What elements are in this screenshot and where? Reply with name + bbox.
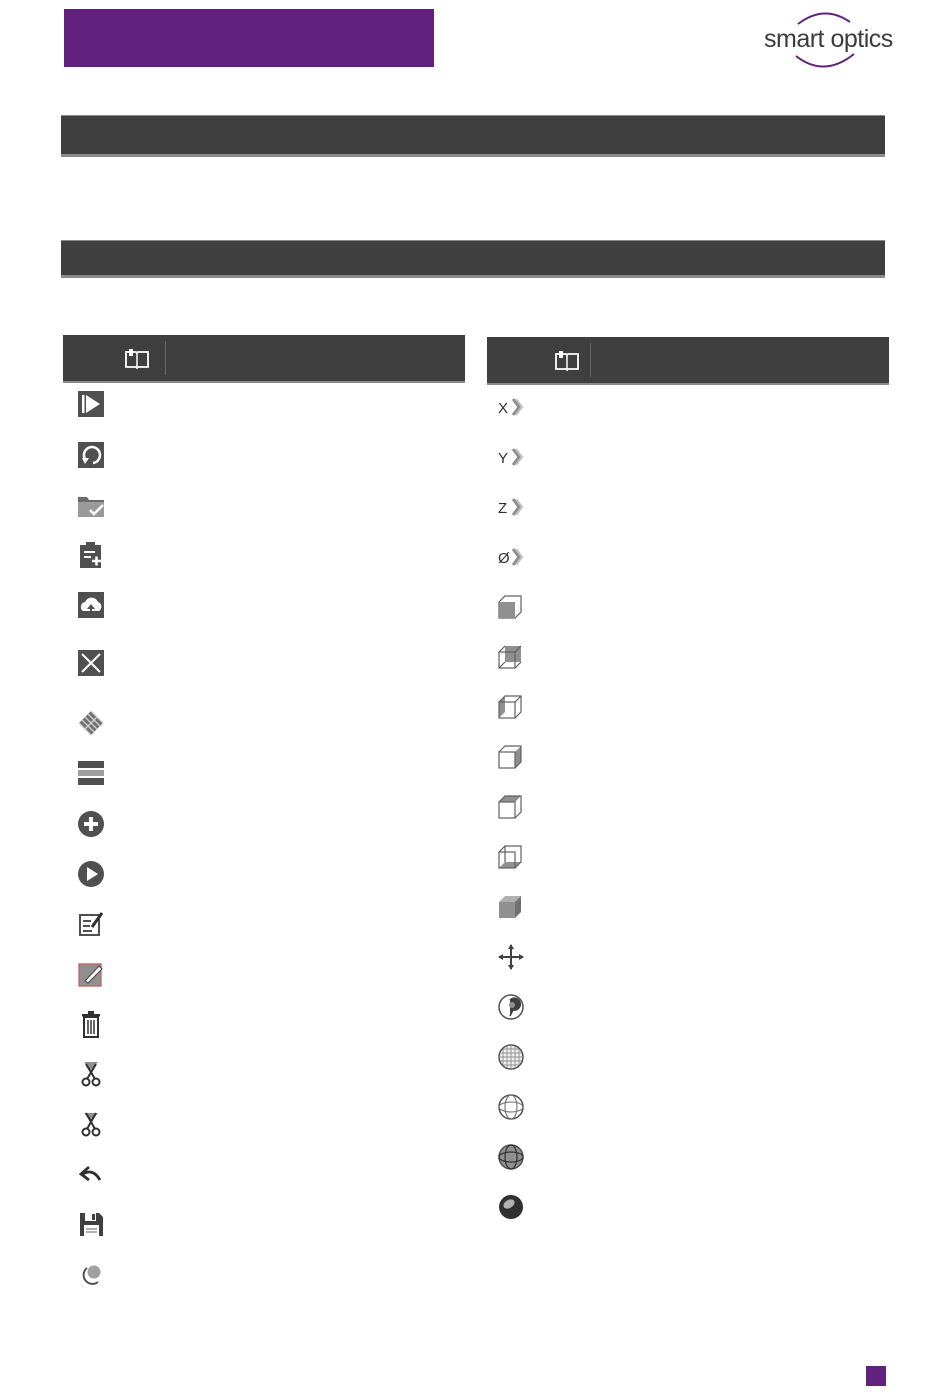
axis-label-z: Z [498, 500, 508, 517]
close-x-icon[interactable] [77, 649, 105, 677]
rotate-free-icon[interactable] [497, 543, 525, 571]
edit-pencil-icon[interactable] [77, 960, 105, 988]
right-icon-table [487, 337, 889, 567]
texture-icon[interactable] [497, 993, 525, 1021]
menu-bars-icon[interactable] [77, 759, 105, 787]
header-separator [165, 341, 166, 375]
play-circle-icon[interactable] [77, 860, 105, 888]
wire-sphere-icon[interactable] [497, 1093, 525, 1121]
trash-icon[interactable] [77, 1010, 105, 1038]
move-icon[interactable] [497, 943, 525, 971]
axis-label-y: Y [498, 450, 509, 467]
section-bar-top [61, 115, 885, 157]
book-icon [123, 348, 151, 370]
right-table-header [487, 337, 889, 385]
edit-note-icon[interactable] [77, 910, 105, 938]
book-icon [553, 350, 581, 372]
shaded-wire-sphere-icon[interactable] [497, 1143, 525, 1171]
clipboard-add-icon[interactable] [77, 541, 105, 569]
left-table-header [63, 335, 465, 383]
header-banner [64, 9, 434, 67]
page-marker [866, 1366, 886, 1386]
view-top-icon[interactable] [497, 793, 525, 821]
grid-sphere-icon[interactable] [497, 1043, 525, 1071]
solid-sphere-icon[interactable] [497, 1193, 525, 1221]
loading-icon[interactable] [77, 1260, 105, 1288]
rotate-x-icon[interactable] [497, 393, 525, 421]
section-bar-second [61, 240, 885, 278]
rotate-y-icon[interactable] [497, 443, 525, 471]
header-separator [590, 343, 591, 377]
view-front-icon[interactable] [497, 593, 525, 621]
view-solid-icon[interactable] [497, 893, 525, 921]
scissors-down-icon[interactable] [77, 1060, 105, 1088]
play-start-icon[interactable] [77, 390, 105, 418]
left-icon-table [63, 335, 465, 383]
smart-optics-logo [758, 8, 893, 70]
view-bottom-icon[interactable] [497, 843, 525, 871]
folder-check-icon[interactable] [77, 491, 105, 519]
save-disk-icon[interactable] [77, 1210, 105, 1238]
axis-label-free: Ø [498, 550, 510, 567]
plus-circle-icon[interactable] [77, 810, 105, 838]
logo-text: smart optics [764, 25, 893, 53]
mesh-grid-icon[interactable] [77, 709, 105, 737]
cloud-upload-icon[interactable] [77, 591, 105, 619]
scissors-up-icon[interactable] [77, 1110, 105, 1138]
undo-arrow-icon[interactable] [77, 1160, 105, 1188]
axis-label-x: X [498, 400, 509, 417]
rotate-z-icon[interactable] [497, 493, 525, 521]
view-back-icon[interactable] [497, 643, 525, 671]
view-right-icon[interactable] [497, 743, 525, 771]
rotate-icon[interactable] [77, 441, 105, 469]
view-left-icon[interactable] [497, 693, 525, 721]
